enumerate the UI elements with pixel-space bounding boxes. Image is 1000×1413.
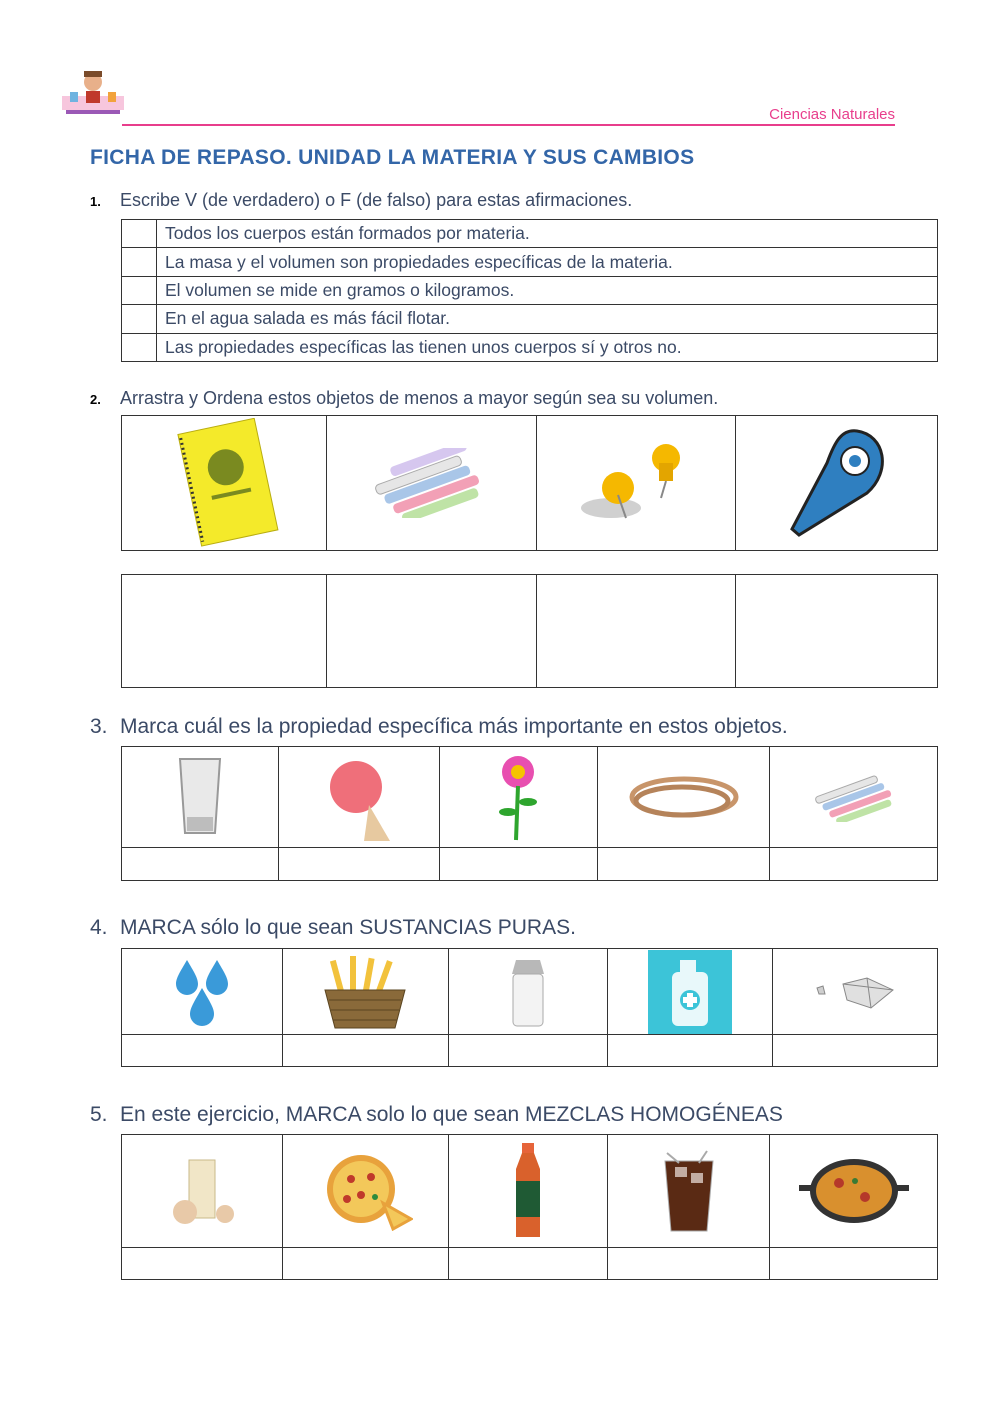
answer-cell[interactable]: [773, 1035, 938, 1067]
question-5: [90, 1103, 783, 1127]
question-number: 5.: [90, 1103, 108, 1126]
sanitizer-icon: [648, 950, 732, 1034]
question-prompt: Escribe V (de verdadero) o F (de falso) para estas afirmaciones.: [120, 190, 633, 210]
answer-cell[interactable]: [282, 1248, 448, 1280]
question-prompt: Marca cuál es la propiedad específica más importante en estos objetos.: [120, 715, 788, 738]
image-cell: [282, 1135, 448, 1248]
question-number: 1.: [90, 194, 101, 209]
drop-slot[interactable]: [326, 575, 537, 688]
table-row: [122, 248, 938, 276]
drop-slot[interactable]: [122, 575, 327, 688]
statement-text: La masa y el volumen son propiedades específicas de la materia.: [157, 248, 938, 276]
drag-item-chalk[interactable]: [326, 416, 537, 551]
pure-substances-table: [121, 948, 938, 1067]
statement-text: Todos los cuerpos están formados por materia.: [157, 220, 938, 248]
answer-cell[interactable]: [608, 1035, 773, 1067]
homogeneous-mixtures-table: [121, 1134, 938, 1280]
table-row: [122, 276, 938, 304]
drop-slot[interactable]: [537, 575, 736, 688]
statement-text: El volumen se mide en gramos o kilogramos.: [157, 276, 938, 304]
correction-tape-icon: [777, 423, 897, 543]
question-3: [90, 715, 788, 739]
answer-cell[interactable]: [282, 1035, 448, 1067]
statement-text: En el agua salada es más fácil flotar.: [157, 305, 938, 333]
image-cell: [608, 1135, 770, 1248]
image-cell: [448, 1135, 608, 1248]
paella-icon: [799, 1151, 909, 1231]
flower-icon: [488, 752, 548, 842]
water-drops-icon: [172, 952, 232, 1032]
chalk-icon: [809, 772, 899, 822]
property-table: [121, 746, 938, 881]
answer-cell[interactable]: [770, 848, 938, 881]
question-4: [90, 916, 576, 940]
drop-slot[interactable]: [736, 575, 938, 688]
answer-input-box[interactable]: [122, 248, 157, 276]
subject-label: Ciencias Naturales: [769, 106, 895, 123]
image-cell: [773, 949, 938, 1035]
question-prompt: MARCA sólo lo que sean SUSTANCIAS PURAS.: [120, 916, 576, 939]
image-cell: [448, 949, 608, 1035]
question-2: [90, 388, 718, 409]
header-divider: [122, 124, 895, 126]
answer-cell[interactable]: [439, 848, 598, 881]
cola-glass-icon: [659, 1149, 719, 1233]
answer-input-box[interactable]: [122, 276, 157, 304]
image-cell: [122, 1135, 283, 1248]
question-number: 3.: [90, 715, 108, 738]
answer-cell[interactable]: [448, 1035, 608, 1067]
glass-icon: [175, 755, 225, 839]
table-row: [122, 333, 938, 361]
question-1: [90, 190, 632, 211]
pizza-icon: [317, 1151, 413, 1231]
table-row: [122, 220, 938, 248]
answer-cell[interactable]: [608, 1248, 770, 1280]
question-number: 2.: [90, 392, 101, 407]
fries-basket-icon: [315, 952, 415, 1032]
drag-item-notebook[interactable]: [122, 416, 327, 551]
question-number: 4.: [90, 916, 108, 939]
true-false-table: [121, 219, 938, 362]
image-cell: [598, 747, 770, 848]
answer-input-box[interactable]: [122, 305, 157, 333]
image-cell: [439, 747, 598, 848]
answer-cell[interactable]: [122, 1248, 283, 1280]
drag-item-pushpin[interactable]: [537, 416, 736, 551]
milkshake-icon: [167, 1156, 237, 1226]
image-cell: [278, 747, 439, 848]
pushpin-icon: [576, 433, 696, 533]
draggable-objects-table: [121, 415, 938, 551]
statement-text: Las propiedades específicas las tienen unos cuerpos sí y otros no.: [157, 333, 938, 361]
answer-cell[interactable]: [122, 1035, 283, 1067]
diamond-icon: [813, 972, 897, 1012]
question-prompt: Arrastra y Ordena estos objetos de menos a mayor según sea su volumen.: [120, 388, 719, 408]
image-cell: [282, 949, 448, 1035]
salt-shaker-icon: [508, 954, 548, 1030]
image-cell: [608, 949, 773, 1035]
ice-cream-icon: [324, 753, 394, 841]
image-cell: [770, 747, 938, 848]
rubber-band-icon: [624, 767, 744, 827]
answer-cell[interactable]: [770, 1248, 938, 1280]
answer-cell[interactable]: [598, 848, 770, 881]
answer-input-box[interactable]: [122, 220, 157, 248]
answer-cell[interactable]: [278, 848, 439, 881]
image-cell: [122, 747, 279, 848]
drag-item-correction-tape[interactable]: [736, 416, 938, 551]
chalk-icon: [367, 448, 497, 518]
answer-cell[interactable]: [122, 848, 279, 881]
table-row: [122, 305, 938, 333]
question-prompt: En este ejercicio, MARCA solo lo que sean MEZCLAS HOMOGÉNEAS: [120, 1103, 783, 1126]
school-logo: [60, 68, 126, 116]
answer-cell[interactable]: [448, 1248, 608, 1280]
juice-bottle-icon: [510, 1141, 546, 1241]
answer-input-box[interactable]: [122, 333, 157, 361]
notebook-icon: [169, 418, 279, 548]
page-title: FICHA DE REPASO. UNIDAD LA MATERIA Y SUS CAMBIOS: [90, 146, 695, 169]
image-cell: [770, 1135, 938, 1248]
drop-target-table: [121, 574, 938, 688]
image-cell: [122, 949, 283, 1035]
